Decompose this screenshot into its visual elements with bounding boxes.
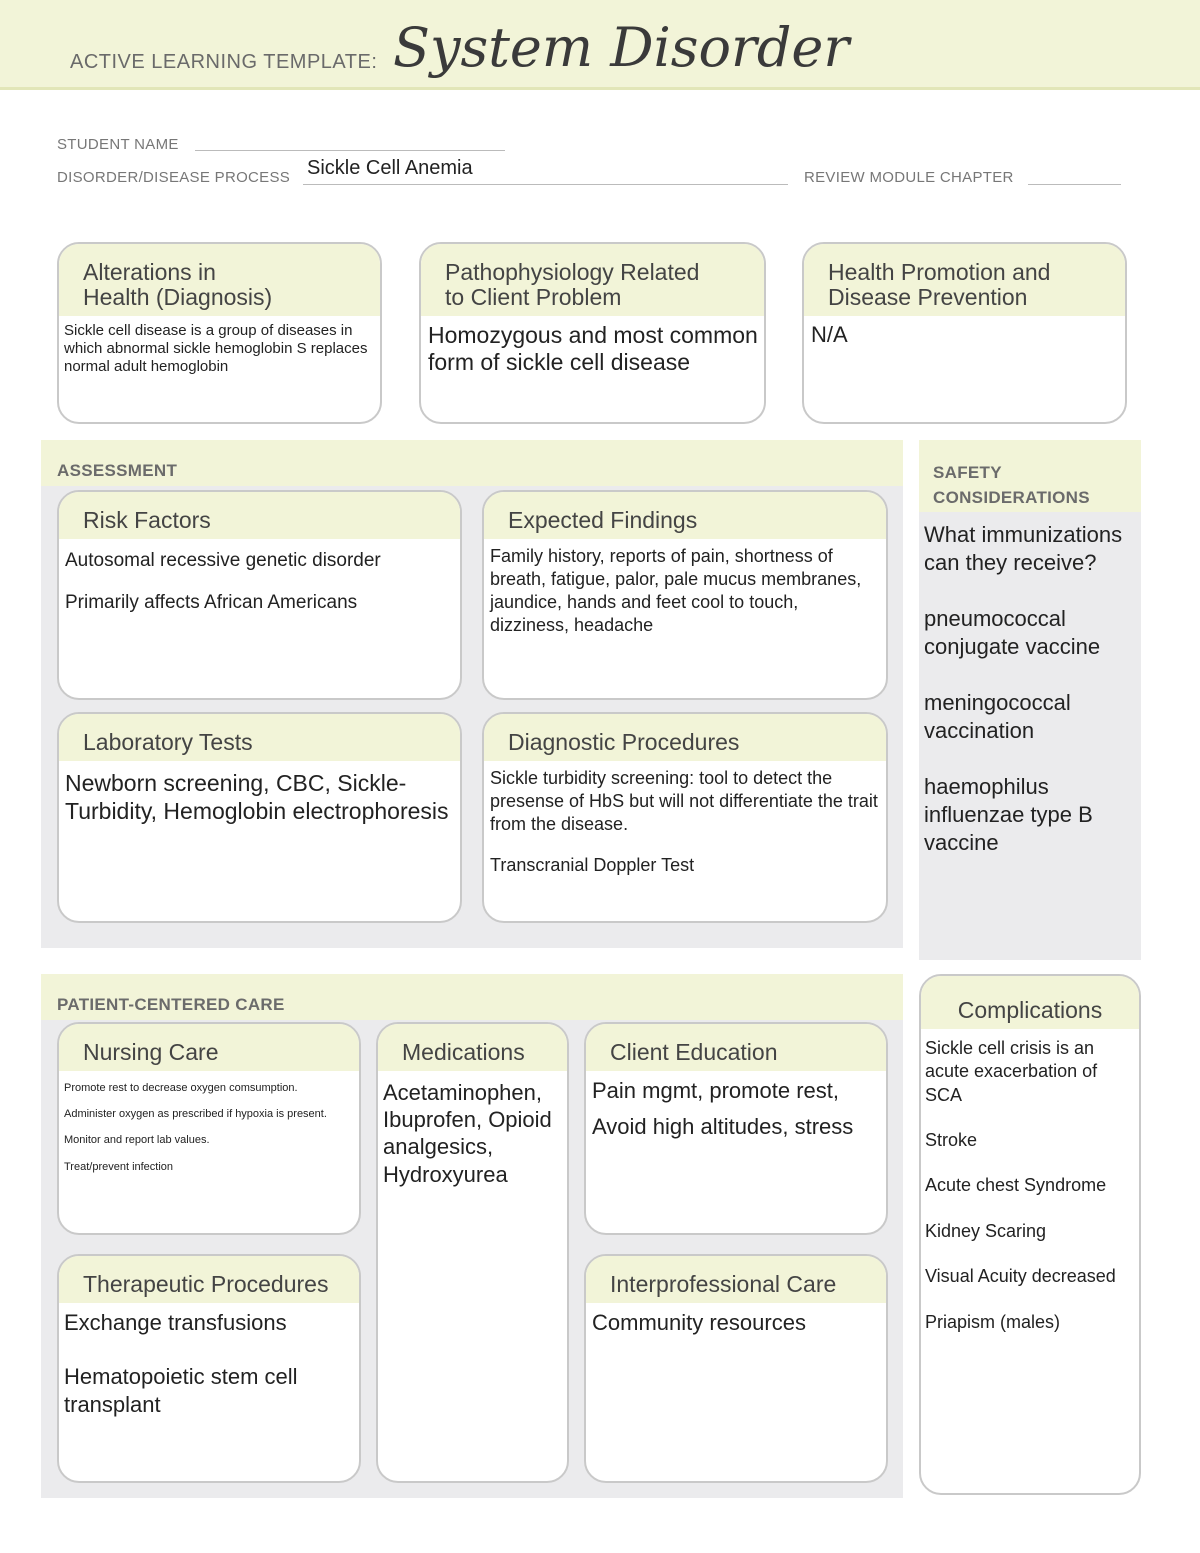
template-header — [0, 0, 1200, 90]
client-education-item: Pain mgmt, promote rest, — [592, 1077, 839, 1103]
complication-item: Acute chest Syndrome — [925, 1175, 1107, 1196]
review-chapter-label: REVIEW MODULE CHAPTER — [804, 169, 1014, 186]
laboratory-tests-title: Laboratory Tests — [59, 714, 460, 761]
therapeutic-procedures-body[interactable] — [59, 1303, 359, 1443]
student-name-line — [195, 150, 505, 151]
safety-item: pneumococcal conjugate vaccine — [924, 605, 1101, 659]
nursing-care-title: Nursing Care — [59, 1024, 359, 1071]
complications-card — [919, 974, 1141, 1495]
student-name-label: STUDENT NAME — [57, 136, 179, 153]
expected-findings-card — [482, 490, 888, 700]
assessment-label: ASSESSMENT — [57, 461, 178, 480]
alterations-card — [57, 242, 382, 424]
therapeutic-procedure-item: Exchange transfusions — [64, 1309, 287, 1335]
risk-factors-body[interactable] — [59, 539, 460, 639]
medications-title: Medications — [378, 1024, 567, 1071]
nursing-care-card — [57, 1022, 361, 1235]
patient-care-label: PATIENT-CENTERED CARE — [57, 995, 285, 1014]
safety-item: haemophilus influenzae type B vaccine — [924, 773, 1093, 855]
nursing-care-item: Monitor and report lab values. — [64, 1134, 210, 1147]
diagnostic-procedure-item: Transcranial Doppler Test — [490, 854, 695, 875]
disorder-label: DISORDER/DISEASE PROCESS — [57, 169, 291, 186]
laboratory-tests-card — [57, 712, 462, 923]
complication-item: Stroke — [925, 1130, 978, 1150]
diagnostic-procedures-body[interactable] — [484, 761, 886, 901]
client-education-body[interactable] — [586, 1071, 886, 1148]
expected-findings-body[interactable]: Family history, reports of pain, shortness of breath, fatigue, palor, pale mucus membranes, jaundice, hands and feet cool to touch, dizziness, headache — [490, 545, 862, 635]
safety-label: SAFETY CONSIDERATIONS — [933, 463, 1090, 507]
pathophysiology-body[interactable]: Homozygous and most common form of sickle cell disease — [428, 321, 758, 376]
health-promotion-title: Health Promotion and Disease Prevention — [804, 244, 1125, 316]
interprofessional-care-body[interactable]: Community resources — [592, 1309, 806, 1335]
template-label: ACTIVE LEARNING TEMPLATE: — [70, 51, 378, 73]
therapeutic-procedure-item: Hematopoietic stem cell transplant — [64, 1363, 298, 1417]
health-promotion-card — [802, 242, 1127, 424]
client-education-item: Avoid high altitudes, stress — [592, 1114, 854, 1140]
review-chapter-line — [1028, 184, 1121, 185]
interprofessional-care-title: Interprofessional Care — [586, 1256, 886, 1303]
risk-factors-title: Risk Factors — [59, 492, 460, 539]
disorder-line — [303, 184, 788, 185]
complications-body[interactable] — [921, 1029, 1139, 1358]
pathophysiology-card — [419, 242, 766, 424]
pathophysiology-title: Pathophysiology Related to Client Problem — [421, 244, 764, 316]
safety-item: What immunizations can they receive? — [924, 522, 1123, 575]
complication-item: Sickle cell crisis is an acute exacerbation of SCA — [925, 1037, 1098, 1105]
complication-item: Kidney Scaring — [925, 1220, 1047, 1241]
template-title: System Disorder — [393, 16, 850, 79]
client-education-card — [584, 1022, 888, 1235]
laboratory-tests-body[interactable]: Newborn screening, CBC, Sickle-Turbidity, Hemoglobin electrophoresis — [65, 769, 449, 824]
safety-body[interactable] — [924, 521, 1136, 874]
health-promotion-body[interactable]: N/A — [811, 321, 848, 347]
complications-title: Complications — [921, 976, 1139, 1029]
risk-factors-card — [57, 490, 462, 700]
safety-item: meningococcal vaccination — [924, 689, 1071, 743]
alterations-body[interactable]: Sickle cell disease is a group of diseases in which abnormal sickle hemoglobin S replaces normal adult hemoglobin — [64, 321, 368, 375]
diagnostic-procedures-title: Diagnostic Procedures — [484, 714, 886, 761]
disorder-value[interactable]: Sickle Cell Anemia — [307, 157, 473, 179]
expected-findings-title: Expected Findings — [484, 492, 886, 539]
risk-factor-item: Primarily affects African Americans — [65, 591, 358, 613]
medications-card — [376, 1022, 569, 1483]
nursing-care-item: Treat/prevent infection — [64, 1160, 174, 1173]
nursing-care-body[interactable] — [59, 1071, 359, 1192]
nursing-care-item: Promote rest to decrease oxygen comsumption. — [64, 1081, 298, 1094]
complication-item: Priapism (males) — [925, 1311, 1061, 1332]
diagnostic-procedure-item: Sickle turbidity screening: tool to detect the presense of HbS but will not differentiate the trait from the disease. — [490, 767, 878, 834]
therapeutic-procedures-title: Therapeutic Procedures — [59, 1256, 359, 1303]
medications-body[interactable]: Acetaminophen, Ibuprofen, Opioid analgesics, Hydroxyurea — [383, 1079, 552, 1187]
interprofessional-care-card — [584, 1254, 888, 1483]
nursing-care-item: Administer oxygen as prescribed if hypoxia is present. — [64, 1108, 327, 1121]
risk-factor-item: Autosomal recessive genetic disorder — [65, 549, 381, 571]
client-education-title: Client Education — [586, 1024, 886, 1071]
therapeutic-procedures-card — [57, 1254, 361, 1483]
alterations-title: Alterations in Health (Diagnosis) — [59, 244, 380, 316]
diagnostic-procedures-card — [482, 712, 888, 923]
complication-item: Visual Acuity decreased — [925, 1266, 1116, 1287]
